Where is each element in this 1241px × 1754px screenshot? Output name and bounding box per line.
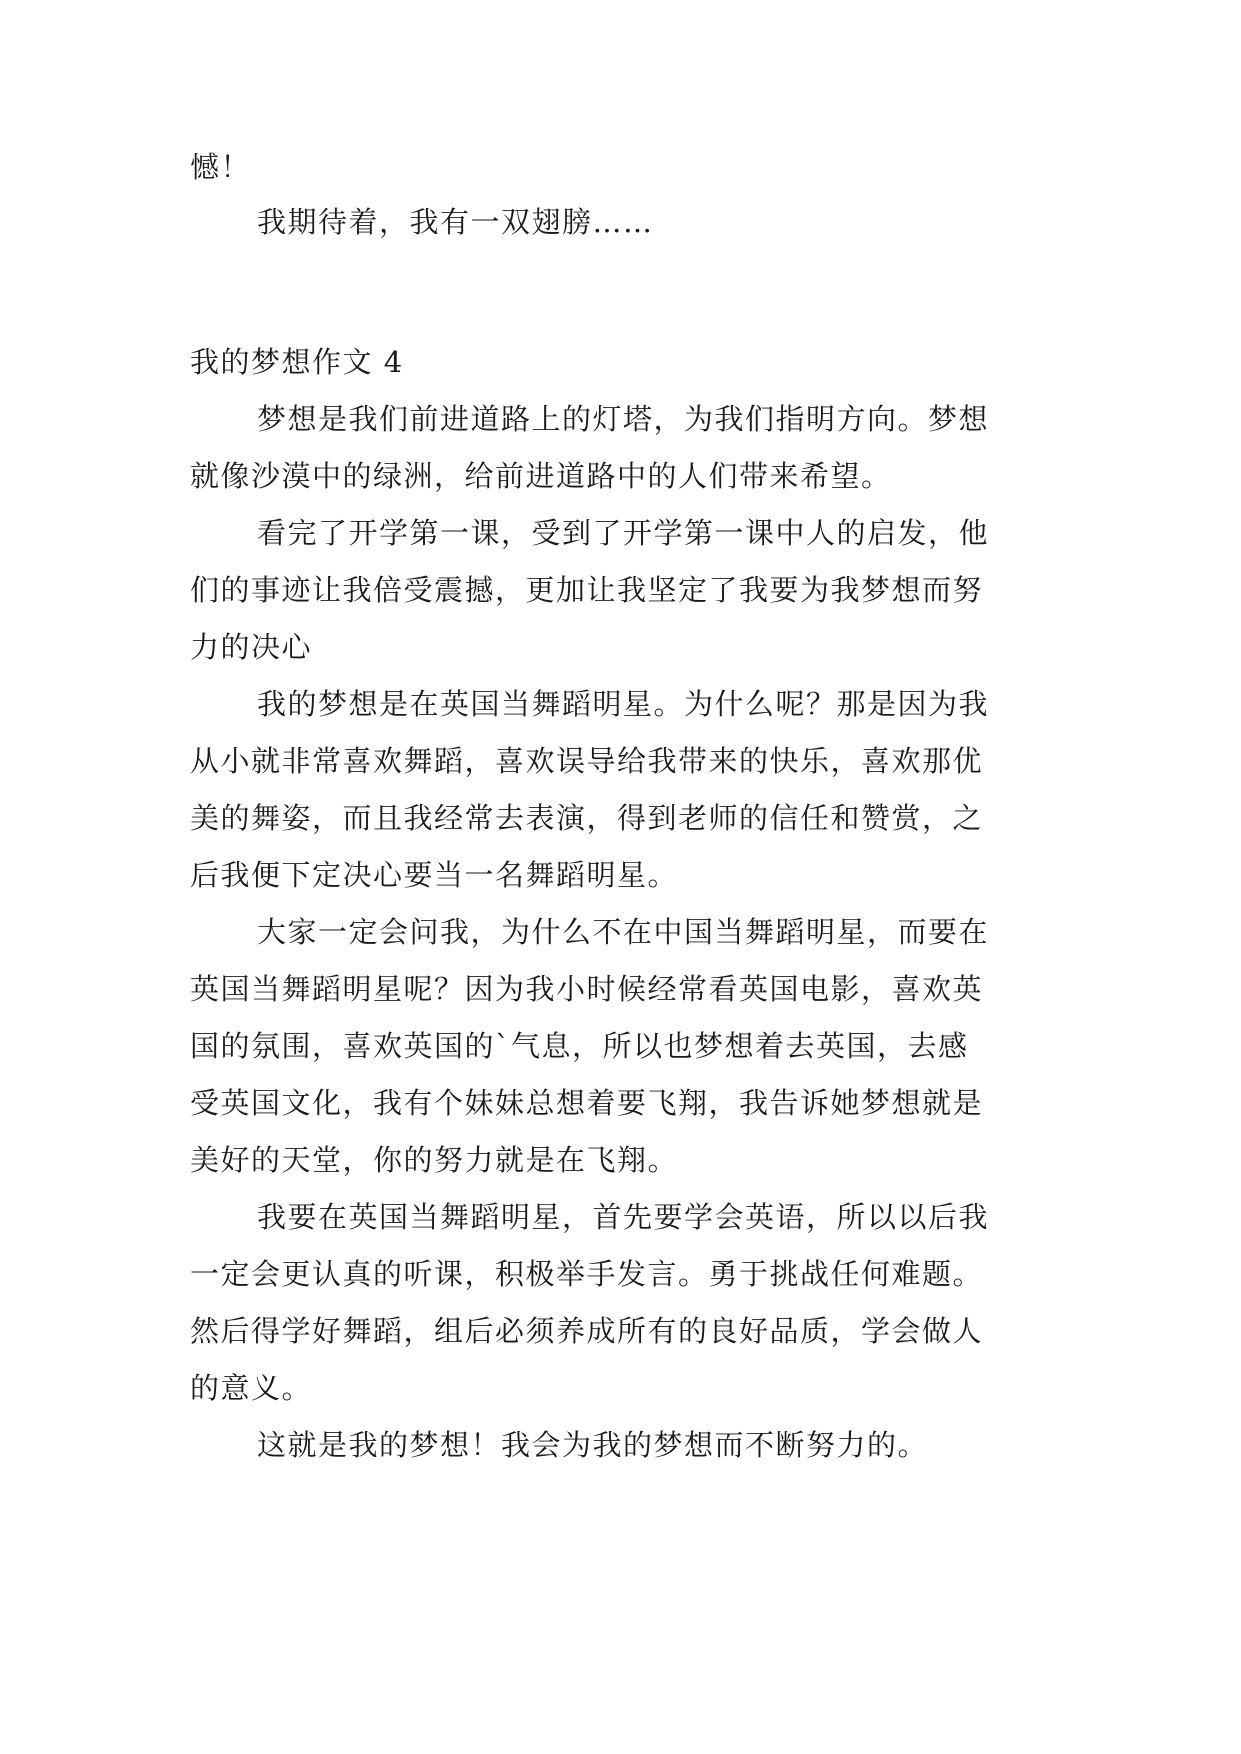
text-line: 从小就非常喜欢舞蹈，喜欢误导给我带来的快乐，喜欢那优 — [190, 744, 984, 778]
text-line: 后我便下定决心要当一名舞蹈明星。 — [190, 858, 679, 892]
text-line: 的意义。 — [190, 1371, 313, 1405]
text-line: 我的梦想是在英国当舞蹈明星。为什么呢？那是因为我 — [257, 687, 990, 721]
text-line: 就像沙漠中的绿洲，给前进道路中的人们带来希望。 — [190, 459, 892, 493]
text-line: 美的舞姿，而且我经常去表演，得到老师的信任和赞赏，之 — [190, 801, 984, 835]
text-line: 受英国文化，我有个妹妹总想着要飞翔，我告诉她梦想就是 — [190, 1086, 984, 1120]
text-line: 大家一定会问我，为什么不在中国当舞蹈明星，而要在 — [257, 915, 990, 949]
text-line: 看完了开学第一课，受到了开学第一课中人的启发，他 — [257, 516, 990, 550]
text-line: 国的氛围，喜欢英国的`气息，所以也梦想着去英国，去感 — [190, 1029, 969, 1063]
text-line: 我期待着，我有一双翅膀…… — [257, 205, 654, 239]
text-line: 一定会更认真的听课，积极举手发言。勇于挑战任何难题。 — [190, 1257, 984, 1291]
text-line: 梦想是我们前进道路上的灯塔，为我们指明方向。梦想 — [257, 402, 990, 436]
section-title: 我的梦想作文 4 — [190, 345, 404, 379]
text-line: 英国当舞蹈明星呢？因为我小时候经常看英国电影，喜欢英 — [190, 972, 984, 1006]
text-line: 们的事迹让我倍受震撼，更加让我坚定了我要为我梦想而努 — [190, 573, 984, 607]
text-line: 力的决心 — [190, 630, 313, 664]
text-line: 这就是我的梦想！我会为我的梦想而不断努力的。 — [257, 1428, 929, 1462]
text-line: 然后得学好舞蹈，组后必须养成所有的良好品质，学会做人 — [190, 1314, 984, 1348]
text-line: 我要在英国当舞蹈明星，首先要学会英语，所以以后我 — [257, 1200, 990, 1234]
text-line: 美好的天堂，你的努力就是在飞翔。 — [190, 1143, 679, 1177]
text-line: 憾！ — [190, 150, 252, 184]
